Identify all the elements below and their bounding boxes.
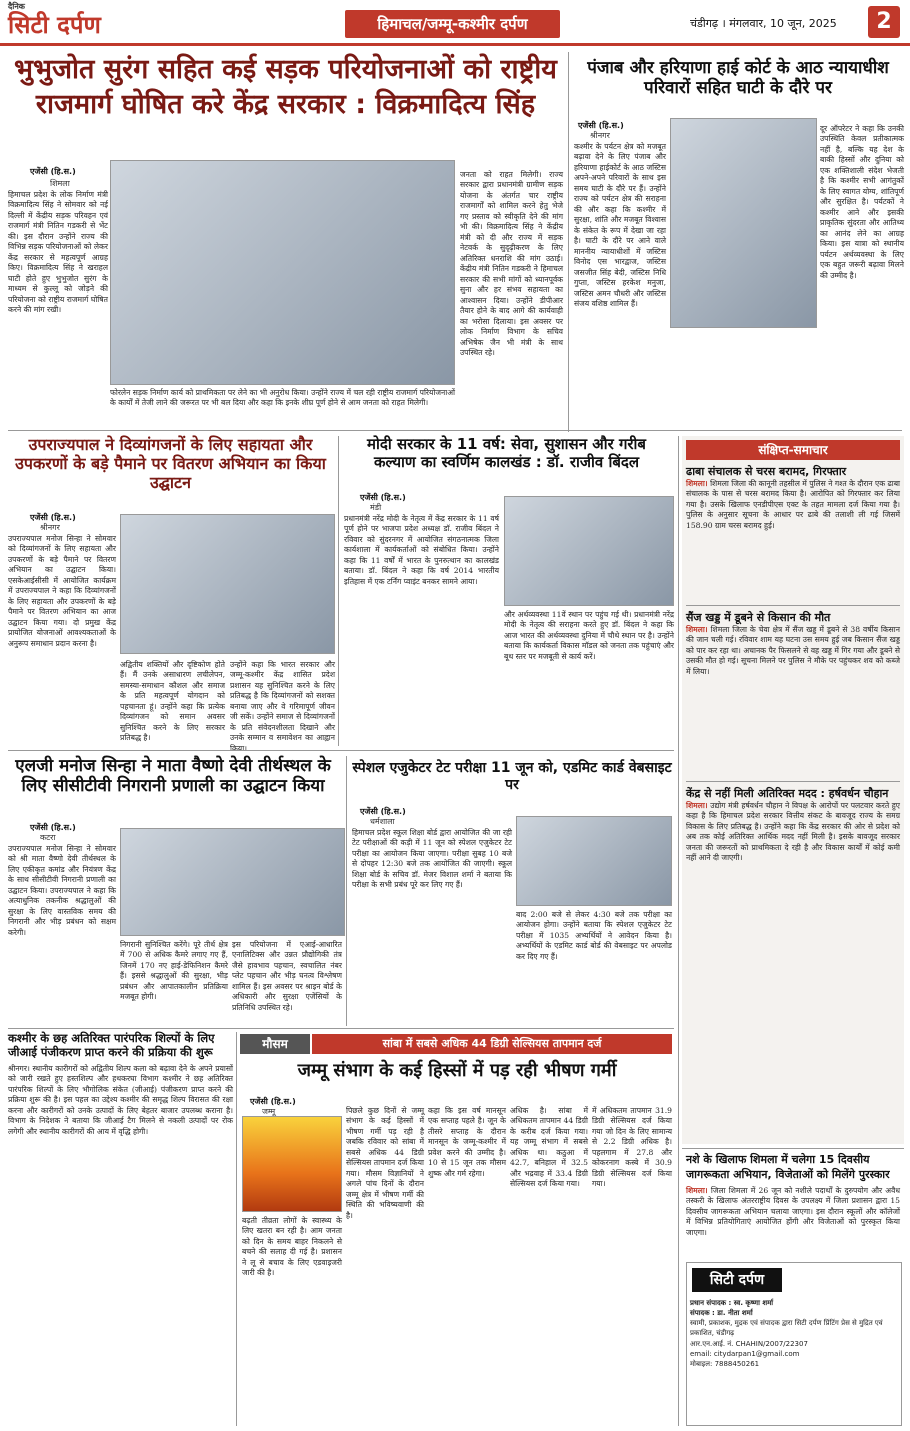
imprint-line: मोबाइल: 7888450261 xyxy=(690,1359,760,1368)
weather-col5: में अधिकतम तापमान 31.9 डिग्री सेल्सियस दर्ज किया गया जो दिन के लिए सामान्य से 2.2 डिग्री अधिक है। पहलगाम में 27.8 और कोकरनाग कस्बे में 30.9 डिग्री सेल्सियस दर्ज किया गया। xyxy=(592,1106,672,1189)
brief-tag: शिमला। xyxy=(686,1186,708,1195)
newspaper-logo xyxy=(8,2,101,39)
weather-label: मौसम xyxy=(240,1034,310,1054)
story5-place: कटरा xyxy=(40,833,56,842)
brief-tag: शिमला। xyxy=(686,625,708,634)
weather-place: जम्मू xyxy=(262,1107,276,1116)
page-number: 2 xyxy=(868,6,900,38)
weather-tagline: सांबा में सबसे अधिक 44 डिग्री सेल्सियस तापमान दर्ज xyxy=(312,1034,672,1054)
story2-col2: दूर ऑपरेटर ने कहा कि उनकी उपस्थिति केवल प्रतीकात्मक नहीं है, बल्कि यह देश के बाकी हिस्सों और दुनिया को एक शक्तिशाली संदेश भेजती है कि कश्मीर सभी आगंतुकों के लिए स्वागत योग्य, शांतिपूर्ण और सुरक्षित है। पर्यटकों ने कश्मीर आने और इसकी प्राकृतिक सुंदरता और आतिथ्य का आनंद लेने का आग्रह किया। इस यात्रा को स्थानीय पर्यटन अर्थव्यवस्था के लिए एक बहुत जरूरी बढ़ावा मिलने की उम्मीद है। xyxy=(820,124,904,280)
imprint-line: स्वामी, प्रकाशक, मुद्रक एवं संपादक द्वारा सिटी दर्पण प्रिंटिंग प्रेस से मुद्रित एवं प्रकाशित, चंडीगढ़ xyxy=(690,1319,883,1338)
imprint-line: आर.एन.आई. नं. CHAHIN/2007/22307 xyxy=(690,1339,808,1348)
brief-item xyxy=(686,786,900,1051)
story1-col3: जनता को राहत मिलेगी। राज्य सरकार द्वारा प्रधानमंत्री ग्रामीण सड़क योजना के अंतर्गत चार राष्ट्रीय राजमार्गों को शामिल करने हेतु भेजे गए प्रस्ताव को स्वीकृति देने की मांग भी की। विक्रमादित्य सिंह ने केंद्रीय मंत्री को दी और राज्य में सड़क नेटवर्क के सुदृढ़ीकरण के लिए अतिरिक्त धनराशि की मांग उठाई। केंद्रीय मंत्री नितिन गडकरी ने हिमाचल सरकार की सभी मांगों को ध्यानपूर्वक सुना और हर संभव सहायता का आश्वासन दिया। उन्होंने डीपीआर तैयार होने के बाद आगे की कार्यवाही का भरोसा दिलाया। इस अवसर पर लोक निर्माण विभाग के सचिव अभिषेक जैन भी मंत्री के साथ उपस्थित रहे। xyxy=(460,170,563,357)
masthead xyxy=(0,0,910,46)
story3-col2: अद्वितीय शक्तियों और दृष्टिकोण होते हैं। मैं उनके असाधारण लचीलेपन, समस्या-समाधान कौशल और समाज के प्रति महत्वपूर्ण योगदान को पहचानता हूं। उन्होंने कहा कि प्रत्येक दिव्यांगजन को समान अवसर सुनिश्चित करने के लिए सरकार प्रतिबद्ध है। xyxy=(120,660,225,743)
story2-photo xyxy=(670,118,817,328)
brief-title: सैंज खड्ड में डूबने से किसान की मौत xyxy=(686,611,831,624)
story6-place: धर्मशाला xyxy=(370,817,395,826)
dateline: चंडीगढ़ । मंगलवार, 10 जून, 2025 xyxy=(690,17,837,30)
story5-col3: इस परियोजना में एआई-आधारित एनालिटिक्स और उन्नत प्रौद्योगिकी तंत्र जैसे हावभाव पहचान, स्वचालित नंबर प्लेट पहचान और भीड़ घनत्व विश्लेषण शामिल हैं। इस अवसर पर श्राइन बोर्ड के अधिकारी और सुरक्षा एजेंसियों के प्रतिनिधि उपस्थित रहे। xyxy=(232,940,342,1012)
story3-place: श्रीनगर xyxy=(40,523,60,532)
story7-headline: कश्मीर के छह अतिरिक्त पारंपरिक शिल्पों के लिए जीआई पंजीकरण प्राप्त करने की प्रक्रिया की शुरू xyxy=(8,1031,215,1059)
brief-tag: शिमला। xyxy=(686,479,708,488)
weather-headline: जम्मू संभाग के कई हिस्सों में पड़ रही भीषण गर्मी xyxy=(297,1060,617,1081)
story3-col3: उन्होंने कहा कि भारत सरकार और जम्मू-कश्मीर केंद्र शासित प्रदेश प्रशासन यह सुनिश्चित करने के लिए प्रतिबद्ध है कि दिव्यांगजनों को सशक्त बनाया जाए और वे गरिमापूर्ण जीवन जी सकें। उन्होंने समाज से दिव्यांगजनों के प्रति संवेदनशीलता दिखाने और उनके सम्मान व समावेशन का आह्वान किया। xyxy=(230,660,335,753)
story7-body: श्रीनगर। स्थानीय कारीगरों को अद्वितीय शिल्प कला को बढ़ावा देने के अपने प्रयासों को जारी रखते हुए हस्तशिल्प और हथकरघा विभाग कश्मीर ने छह अतिरिक्त पारंपरिक शिल्पों के लिए भौगोलिक संकेत (जीआई) पंजीकरण प्राप्त करने की प्रक्रिया शुरू की है। इस पहल का उद्देश्य कश्मीर की समृद्ध शिल्प विरासत की रक्षा करना और कारीगरों को उनके उत्पादों के लिए बेहतर बाजार उपलब्ध कराना है। विभाग के निदेशक ने बताया कि जीआई टैग मिलने से नकली उत्पादों पर रोक लगेगी और स्थानीय कारीगरों की आय में वृद्धि होगी। xyxy=(8,1064,233,1136)
story3-col1: उपराज्यपाल मनोज सिन्हा ने सोमवार को दिव्यांगजनों के लिए सहायता और उपकरणों के बड़े पैमाने पर वितरण अभियान का उद्घाटन किया। एसकेआईसीसी में आयोजित कार्यक्रम में उपराज्यपाल ने कहा कि दिव्यांगजनों के लिए सहायता और उपकरणों के बड़े पैमाने पर वितरण अभियान का आज उद्घाटन किया गया। दो प्रमुख केंद्र प्रायोजित योजनाओं आवश्यकताओं के अनुरूप समाधान प्रदान करना है। xyxy=(8,534,116,648)
story6-byline: एजेंसी (हि.स.) xyxy=(360,807,406,816)
story4-photo xyxy=(504,496,674,606)
logo-text: सिटी दर्पण xyxy=(8,11,101,39)
story2-byline: एजेंसी (हि.स.) xyxy=(578,121,624,130)
weather-col2: बढ़ती तीव्रता लोगों के स्वास्थ्य के लिए खतरा बन रही है। आम जनता को दिन के समय बाहर निकलने से बचने की सलाह दी गई है। प्रशासन ने लू से बचाव के लिए एडवाइजरी जारी की है। xyxy=(242,1216,342,1278)
story3-headline: उपराज्यपाल ने दिव्यांगजनों के लिए सहायता और उपकरणों के बड़े पैमाने पर वितरण अभियान का किया उद्घाटन xyxy=(15,435,326,492)
brief-title: केंद्र से नहीं मिली अतिरिक्त मदद : हर्षवर्धन चौहान xyxy=(686,787,889,800)
story1-col1: हिमाचल प्रदेश के लोक निर्माण मंत्री विक्रमादित्य सिंह ने सोमवार को नई दिल्ली में केंद्रीय सड़क परिवहन एवं राजमार्ग मंत्री नितिन गडकरी से भेंट की। इस दौरान उन्होंने राज्य की विभिन्न सड़क परियोजनाओं को लेकर केंद्र सरकार से महत्वपूर्ण आग्रह किए। विक्रमादित्य सिंह ने खराहल घाटी होते हुए भुभुजोत सुरंग के माध्यम से कुल्लू को जोड़ने की परियोजना को राष्ट्रीय राजमार्ग घोषित करने की मांग रखी। xyxy=(8,190,108,315)
story6-photo xyxy=(516,816,672,906)
story4-byline: एजेंसी (हि.स.) xyxy=(360,493,406,502)
briefs-title: संक्षिप्त-समाचार xyxy=(686,440,900,460)
weather-col3: कहा कि इस वर्ष मानसून एक सप्ताह पहले है। जून के तीसरे सप्ताह के दौरान मानसून के जम्मू-कश्मीर में प्रवेश करने की उम्मीद है। 10 से 15 जून तक मौसम शुष्क और गर्म रहेगा। xyxy=(428,1106,506,1178)
brief-body: शिमला जिला की कानूनी तहसील में पुलिस ने गश्त के दौरान एक ढाबा संचालक के पास से चरस बरामद किया है। आरोपित को गिरफ्तार कर लिया गया है। उसके खिलाफ एनडीपीएस एक्ट के तहत मामला दर्ज किया गया है। पुलिस के अनुसार सूचना के आधार पर ढाबे की तलाशी ली गई जिसमें 158.90 ग्राम चरस बरामद हुई। xyxy=(686,479,901,530)
story3-byline: एजेंसी (हि.स.) xyxy=(30,513,76,522)
story4-place: मंडी xyxy=(370,503,382,512)
imprint-line: प्रधान संपादक : स्व. कृष्णा शर्मा xyxy=(690,1299,774,1307)
story4-headline: मोदी सरकार के 11 वर्ष: सेवा, सुशासन और गरीब कल्याण का स्वर्णिम कालखंड : डॉ. राजीव बिंदल xyxy=(367,435,646,471)
weather-byline: एजेंसी (हि.स.) xyxy=(250,1097,296,1106)
story5-headline: एलजी मनोज सिन्हा ने माता वैष्णो देवी तीर्थस्थल के लिए सीसीटीवी निगरानी प्रणाली का उद्घाटन किया xyxy=(15,756,331,797)
briefs-list xyxy=(686,464,900,1144)
brief-item xyxy=(686,464,900,599)
story1-headline: भुभुजोत सुरंग सहित कई सड़क परियोजनाओं को राष्ट्रीय राजमार्ग घोषित करे केंद्र सरकार : विक्रमादित्य सिंह xyxy=(14,54,557,121)
story5-col1: उपराज्यपाल मनोज सिन्हा ने सोमवार को श्री माता वैष्णो देवी तीर्थस्थल के लिए एकीकृत कमांड और नियंत्रण केंद्र के साथ सीसीटीवी निगरानी प्रणाली का उद्घाटन किया। उपराज्यपाल ने कहा कि अत्याधुनिक तकनीक श्रद्धालुओं की सुरक्षा के लिए वास्तविक समय की निगरानी और भीड़ प्रबंधन को सक्षम करेगी। xyxy=(8,844,116,937)
weather-col1: पिछले कुछ दिनों से जम्मू संभाग के कई हिस्सों में भीषण गर्मी पड़ रही है जबकि रविवार को सांबा में सबसे अधिक 44 डिग्री सेल्सियस तापमान दर्ज किया गया। मौसम विज्ञानियों ने अगले पांच दिनों के दौरान जम्मू क्षेत्र में भीषण गर्मी की स्थिति की भविष्यवाणी की है। xyxy=(346,1106,424,1220)
imprint-logo: सिटी दर्पण xyxy=(692,1268,782,1292)
imprint-lines xyxy=(690,1298,898,1369)
story5-col2: निगरानी सुनिश्चित करेंगे। पूरे तीर्थ क्षेत्र में 700 से अधिक कैमरे लगाए गए हैं, जिनमें 170 नए हाई-डेफिनिशन कैमरे हैं। इससे श्रद्धालुओं की सुरक्षा, भीड़ प्रबंधन और आपातकालीन प्रतिक्रिया मजबूत होगी। xyxy=(120,940,228,1002)
brief-title: नशे के खिलाफ शिमला में चलेगा 15 दिवसीय जागरूकता अभियान, विजेताओं को मिलेंगे पुरस्कार xyxy=(686,1153,890,1181)
brief-body: शिमला जिला के चेवा क्षेत्र में सैंज खड्ड में डूबने से 38 वर्षीय किसान की जान चली गई। रविवार शाम यह घटना उस समय हुई जब किसान सैंज खड्ड को पार कर रहा था। अचानक पैर फिसलने से वह खड्ड में गिर गया और डूबने से उसकी मौत हो गई। सूचना मिलने पर पुलिस ने मौके पर पहुंचकर शव को कब्जे में लिया। xyxy=(686,625,900,676)
story5-byline: एजेंसी (हि.स.) xyxy=(30,823,76,832)
story1-byline: एजेंसी (हि.स.) xyxy=(30,167,76,176)
imprint-line: संपादक : डा. नीता शर्मा xyxy=(690,1309,753,1318)
story1-col2: फोरलेन सड़क निर्माण कार्य को प्राथमिकता पर लेने का भी अनुरोध किया। उन्होंने राज्य में चल रही राष्ट्रीय राजमार्ग परियोजनाओं के कार्यों में तेजी लाने की जरूरत पर भी बल दिया और कहा कि इनके शीघ्र पूर्ण होने से आम जनता को राहत मिलेगी। xyxy=(110,388,455,408)
imprint-line: email: citydarpan1@gmail.com xyxy=(690,1349,800,1358)
story6-headline: स्पेशल एजुकेटर टेट परीक्षा 11 जून को, एडमिट कार्ड वेबसाइट पर xyxy=(352,760,672,793)
story6-col2: बाद 2:00 बजे से लेकर 4:30 बजे तक परीक्षा का आयोजन होगा। उन्होंने बताया कि स्पेशल एजुकेटर टेट परीक्षा में 1035 अभ्यर्थियों ने आवेदन किया है। अभ्यर्थियों के एडमिट कार्ड बोर्ड की वेबसाइट पर अपलोड कर दिए गए हैं। xyxy=(516,910,672,961)
brief-title: ढाबा संचालक से चरस बरामद, गिरफ्तार xyxy=(686,465,847,478)
story4-col1: प्रधानमंत्री नरेंद्र मोदी के नेतृत्व में केंद्र सरकार के 11 वर्ष पूर्ण होने पर भाजपा प्रदेश अध्यक्ष डॉ. राजीव बिंदल ने रविवार को सुंदरनगर में आयोजित संगठनात्मक जिला कार्यशाला में कार्यकर्ताओं को संबोधित किया। उन्होंने कहा कि 11 वर्षों में भारत के पुनरुत्थान का कालखंड बताया। डॉ. बिंदल ने कहा कि वर्ष 2014 भारतीय इतिहास में एक टर्निंग प्वाइंट बनकर सामने आया। xyxy=(344,514,499,586)
brief-item xyxy=(686,610,900,775)
story2-col1: कश्मीर के पर्यटन क्षेत्र को मजबूत बढ़ावा देने के लिए पंजाब और हरियाणा हाईकोर्ट के आठ जस्टिस अपने-अपने परिवारों के साथ इस समय घाटी के दौरे पर हैं। उन्होंने राज्य को पर्यटन क्षेत्र की सराहना की और कहा कि कश्मीर में सुरक्षा, शांति और मजबूत विश्वास के संकेत के रूप में देखा जा रहा है। घाटी के दौरे पर आने वाले माननीय न्यायाधीशों में जस्टिस विनोद एस भारद्वाज, जस्टिस जसजीत सिंह बेदी, जस्टिस निधि गुप्ता, जस्टिस हरकेश मनुजा, जस्टिस अमन चौधरी और जस्टिस संजय वशिष्ठ शामिल हैं। xyxy=(574,142,666,309)
story5-photo xyxy=(120,828,345,936)
logo-prefix: दैनिक xyxy=(8,2,25,11)
brief-tag: शिमला। xyxy=(686,801,708,810)
weather-photo xyxy=(242,1116,342,1212)
brief-body: उद्योग मंत्री हर्षवर्धन चौहान ने विपक्ष के आरोपों पर पलटवार करते हुए कहा है कि हिमाचल प्रदेश सरकार वित्तीय संकट के बावजूद राज्य के समग्र विकास के लिए प्रतिबद्ध है। उन्होंने कहा कि केंद्र सरकार की ओर से प्रदेश को अब तक कोई अतिरिक्त आर्थिक मदद नहीं मिली है। इसके बावजूद सरकार जनता की जरूरतों को प्राथमिकता दे रही है और विकास कार्यों में कोई कमी नहीं आने दी जाएगी। xyxy=(686,801,900,863)
story3-photo xyxy=(120,514,335,654)
story2-place: श्रीनगर xyxy=(590,131,610,140)
brief-body: जिला शिमला में 26 जून को नशीले पदार्थों के दुरुपयोग और अवैध तस्करी के खिलाफ अंतरराष्ट्रीय दिवस के उपलक्ष्य में जिला प्रशासन द्वारा 15 दिवसीय जागरूकता अभियान चलाया जाएगा। इस दौरान स्कूलों और कॉलेजों में विभिन्न प्रतियोगिताएं आयोजित होंगी और विजेताओं को पुरस्कृत किया जाएगा। xyxy=(686,1186,900,1237)
weather-col4: अधिक है। सांबा में अधिकतम तापमान 44 डिग्री के करीब दर्ज किया गया। यह जम्मू संभाग में सबसे अधिक था। कठुआ में 42.7, बनिहाल में 32.5 और भद्रवाह में 33.4 डिग्री सेल्सियस दर्ज किया गया। xyxy=(510,1106,588,1189)
story6-col1: हिमाचल प्रदेश स्कूल शिक्षा बोर्ड द्वारा आयोजित की जा रही टेट परीक्षाओं की कड़ी में 11 जून को स्पेशल एजुकेटर टेट परीक्षा का आयोजन किया जाएगा। परीक्षा सुबह 10 बजे से दोपहर 12:30 बजे तक आयोजित की जाएगी। स्कूल शिक्षा बोर्ड के सचिव डॉ. मेजर विशाल शर्मा ने बताया कि परीक्षा के सभी प्रबंध पूरे कर लिए गए हैं। xyxy=(352,828,512,890)
story4-col2: और अर्थव्यवस्था 11वें स्थान पर पहुंच गई थी। प्रधानमंत्री नरेंद्र मोदी के नेतृत्व की सराहना करते हुए डॉ. बिंदल ने कहा कि आज भारत की अर्थव्यवस्था दुनिया में चौथे स्थान पर है। उन्होंने बताया कि कार्यकर्ता विकास मॉडल को जनता तक पहुंचाएं और बूथ स्तर पर मजबूती से कार्य करें। xyxy=(504,610,675,661)
story1-place: शिमला xyxy=(50,179,70,188)
story1-photo xyxy=(110,160,455,385)
section-tag: हिमाचल/जम्मू-कश्मीर दर्पण xyxy=(345,10,560,38)
story2-headline: पंजाब और हरियाणा हाई कोर्ट के आठ न्यायाधीश परिवारों सहित घाटी के दौरे पर xyxy=(587,58,889,99)
